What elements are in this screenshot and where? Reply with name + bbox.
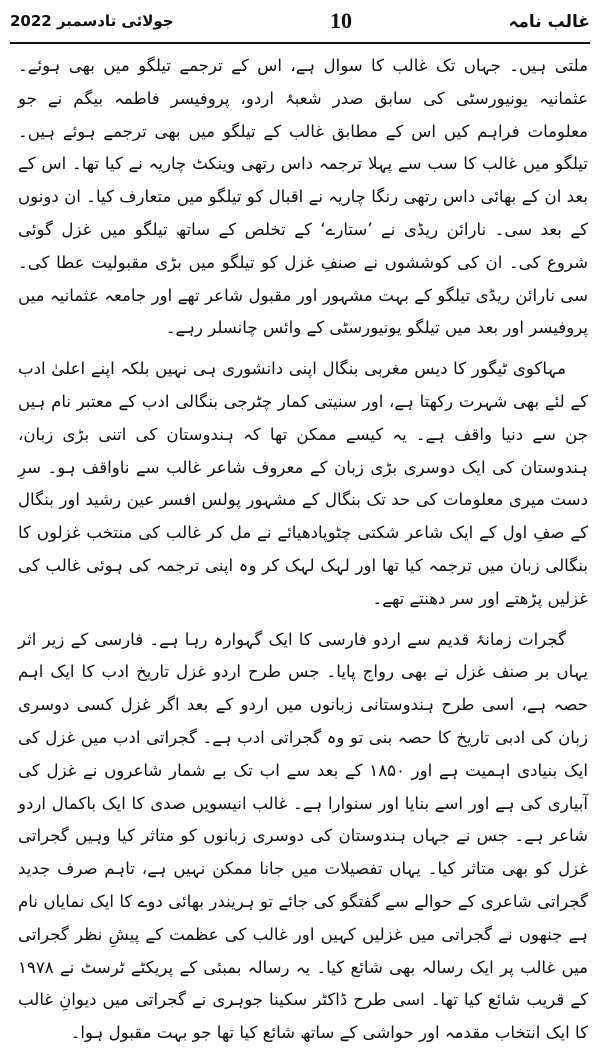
page-number: 10 bbox=[330, 8, 353, 33]
journal-title: غالب نامہ bbox=[508, 11, 590, 32]
article-body bbox=[18, 50, 588, 1051]
paragraph-telugu: ملتی ہیں۔ جہاں تک غالب کا سوال ہے، اس کے ترجمے تیلگو میں بھی ہوئے۔ عثمانیہ یونیورسٹی کی سابق صدر شعبۂ اردو، پروفیسر فاطمہ بیگم نے جو معلومات فراہم کیں اس کے مطابق غالب کے تیلگو میں بھی ترجمے ہوئے ہیں۔ تیلگو میں غالب کا سب سے پہلا ترجمہ داس رتھی وینکٹ چاریہ نے کیا تھا۔ اس کے بعد ان کے بھائی داس رتھی رنگا چاریہ نے اقبال کو تیلگو میں متعارف کیا۔ ان دونوں کے بعد سی۔ نارائن ریڈی نے ’ستارے‘ کے تخلص کے ساتھ تیلگو میں غزل گوئی شروع کی۔ ان کی کوششوں نے صنفِ غزل کو تیلگو میں بڑی مقبولیت عطا کی۔ سی نارائن ریڈی تیلگو کے بہت مشہور اور مقبول شاعر تھے اور جامعہ عثمانیہ میں پروفیسر اور بعد میں تیلگو یونیورسٹی کے وائس چانسلر رہے۔ bbox=[18, 56, 588, 338]
page-header bbox=[10, 0, 590, 44]
paragraph-gujarati: گجرات زمانۂ قدیم سے اردو فارسی کا ایک گہوارہ رہا ہے۔ فارسی کے زیر اثر یہاں بر صنف غزل نے بھی رواج پایا۔ جس طرح اردو غزل تاریخ ادب کا ایک اہم حصہ ہے، اسی طرح ہندوستانی زبانوں میں اردو کے بعد اگر غزل کسی دوسری زبان کی ادبی تاریخ کا حصہ بنی تو وہ گجراتی ادب ہے۔ گجراتی ادب میں غزل کی ایک بنیادی اہمیت ہے اور ۱۸۵۰ کے بعد سے اب تک بے شمار شاعروں نے غزل کی آبیاری کی ہے اور اسے بنایا اور سنوارا ہے۔ غالب انیسویں صدی کا ایک باکمال اردو شاعر ہے۔ جس نے جہاں ہندوستان کی دوسری زبانوں کو متاثر کیا وہیں گجراتی غزل کو بھی متاثر کیا۔ یہاں تفصیلات میں جانا ممکن نہیں ہے، تاہم صرف جدید گجراتی شاعری کے حوالے سے گفتگو کی جائے تو ہریندر بھائی دوے کا ایک نمایاں نام ہے جنھوں نے گجراتی میں غزلیں کہیں اور غالب کی عظمت کے پیشِ نظر گجراتی میں غالب پر ایک رسالہ بھی شائع کیا۔ یہ رسالہ بمبئی کے پریکٹے ٹرسٹ نے ۱۹۷۸ کے قریب شائع کیا تھا۔ اسی طرح ڈاکٹر سکینا جوہری نے گجراتی میں دیوانِ غالب کا ایک انتخاب مقدمہ اور حواشی کے ساتھ شائع کیا تھا جو بہت مقبول ہوا۔ bbox=[18, 629, 588, 1043]
paragraph-bengali: مہاکوی ٹیگور کا دیس مغربی بنگال اپنی دانشوری ہی نہیں بلکہ اپنے اعلیٰ ادب کے لئے بھی شہرت رکھتا ہے، اور سنیتی کمار چٹرجی بنگالی ادب کے معتبر نام ہیں جن سے دنیا واقف ہے۔ یہ کیسے ممکن تھا کہ ہندوستان کی اتنی بڑی زبان، ہندوستان کی ایک دوسری بڑی زبان کے معروف شاعر غالب سے ناواقف ہو۔ سرِ دست میری معلومات کی حد تک بنگال کے مشہور پولس افسر عین رشید اور بنگال کے صفِ اول کے ایک شاعر شکتی چٹوپادھیائے نے مل کر غالب کی منتخب غزلوں کا بنگالی زبان میں ترجمہ کیا تھا اور لہک لہک کر وہ اپنی ترجمہ کی ہوئی غالب کی غزلیں پڑھتے اور سر دھنتے تھے۔ bbox=[18, 359, 588, 608]
issue-date: جولائی تادسمبر 2022 bbox=[10, 12, 174, 30]
